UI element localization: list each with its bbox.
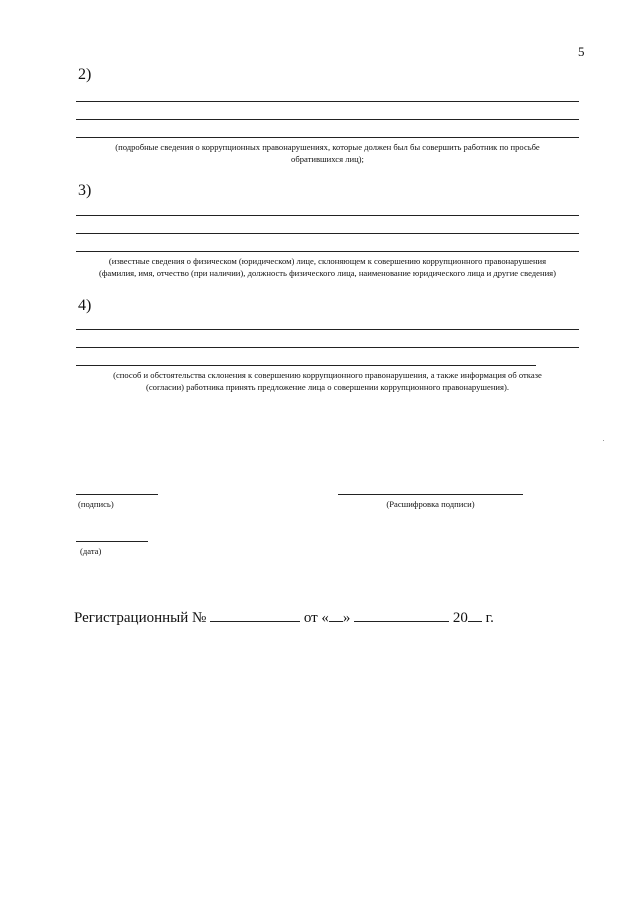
signature-decode-label: (Расшифровка подписи) xyxy=(386,499,475,509)
section-2-line-2[interactable] xyxy=(76,119,579,120)
signature-label: (подпись) xyxy=(78,499,114,509)
section-3-line-3[interactable] xyxy=(76,251,579,252)
registration-label: Регистрационный № xyxy=(74,610,207,626)
section-3-line-1[interactable] xyxy=(76,215,579,216)
section-3-caption-1: (известные сведения о физическом (юридическом) лице, склоняющем к совершению коррупционного правонарушения xyxy=(108,256,547,266)
section-3-number: 3) xyxy=(78,182,92,199)
registration-line xyxy=(74,608,494,627)
signature-decode-line[interactable] xyxy=(338,494,523,495)
date-label: (дата) xyxy=(80,546,102,556)
registration-number-field[interactable] xyxy=(210,608,300,622)
section-4-line-1[interactable] xyxy=(76,329,579,330)
section-2-line-3[interactable] xyxy=(76,137,579,138)
page-number: 5 xyxy=(578,44,585,59)
section-2-caption-2: обратившихся лиц); xyxy=(291,154,364,164)
registration-year-field[interactable] xyxy=(468,608,482,622)
registration-from: от « xyxy=(303,610,329,626)
registration-year-prefix: 20 xyxy=(452,610,468,626)
section-4-caption-2: (согласии) работника принять предложение лица о совершении коррупционного правонарушения). xyxy=(146,382,509,392)
section-2-caption-1: (подробные сведения о коррупционных правонарушениях, которые должен был бы совершить работник по просьбе xyxy=(115,142,540,152)
section-3-caption-2: (фамилия, имя, отчество (при наличии), должность физического лица, наименование юридического лица и другие сведения) xyxy=(99,268,556,278)
signature-line[interactable] xyxy=(76,494,158,495)
section-3-line-2[interactable] xyxy=(76,233,579,234)
section-2-line-1[interactable] xyxy=(76,101,579,102)
section-4-line-3[interactable] xyxy=(76,365,536,366)
scan-speck xyxy=(603,440,604,441)
registration-day-field[interactable] xyxy=(329,608,343,622)
section-2-number: 2) xyxy=(78,66,92,83)
section-4-caption-1: (способ и обстоятельства склонения к совершению коррупционного правонарушения, а также информация об отказе xyxy=(113,370,542,380)
registration-month-field[interactable] xyxy=(354,608,449,622)
registration-year-suffix: г. xyxy=(481,610,494,626)
section-4-number: 4) xyxy=(78,297,92,314)
section-4-line-2[interactable] xyxy=(76,347,579,348)
registration-close-quote: » xyxy=(342,610,351,626)
date-line[interactable] xyxy=(76,541,148,542)
